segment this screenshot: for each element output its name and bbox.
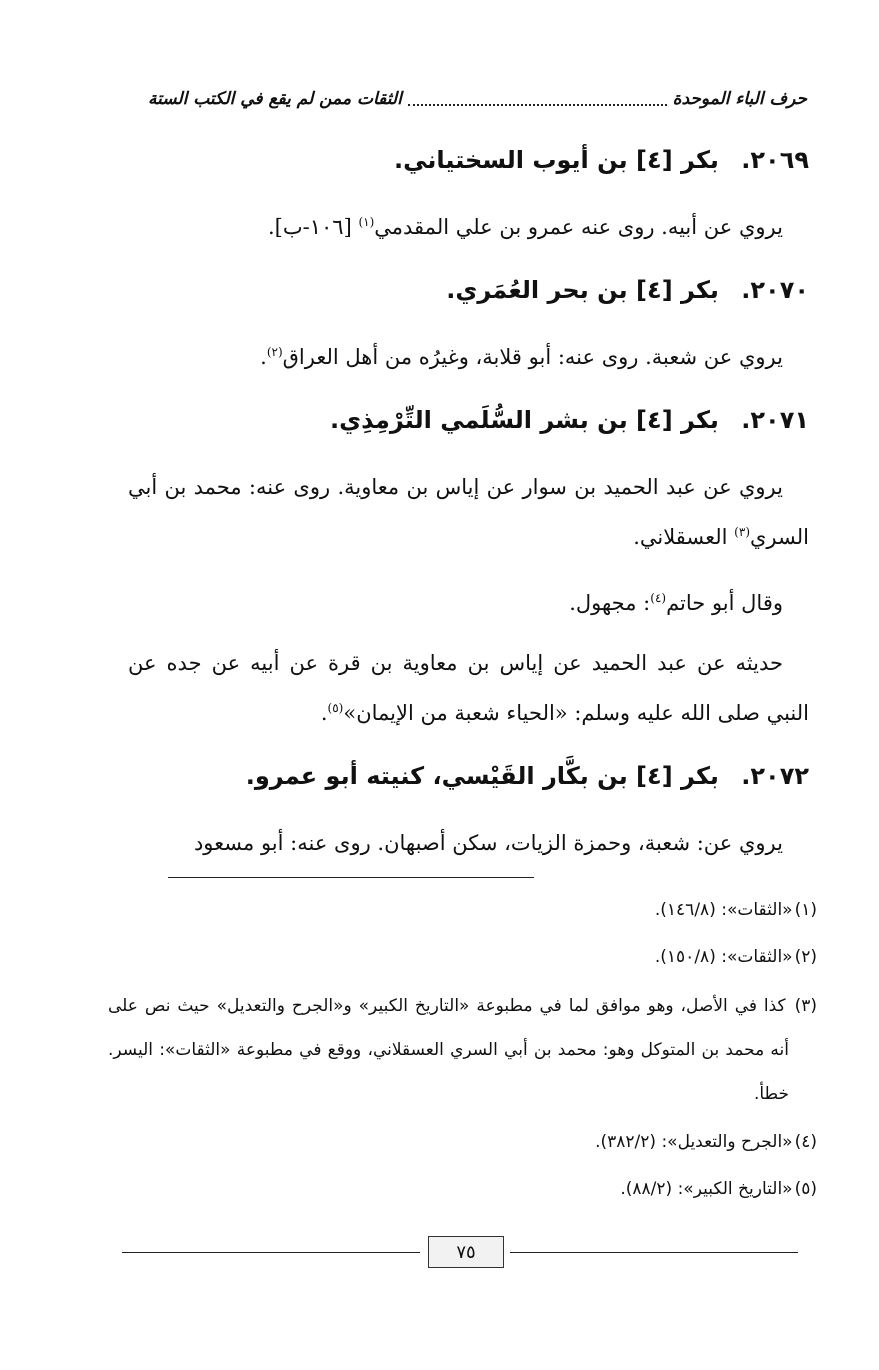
- main-text: [128, 138, 809, 884]
- header-chapter-title: حرف الباء الموحدة: [672, 89, 807, 109]
- paragraph-text: حديثه عن عبد الحميد عن إياس بن معاوية بن قرة عن أبيه عن جده عن النبي صلى الله عليه وسلم: «الحياء شعبة من الإيمان»: [128, 651, 809, 725]
- footnote: [108, 937, 817, 977]
- footnote-mark: (٣): [794, 996, 817, 1016]
- paragraph-text: [١٠٦-ب].: [268, 215, 359, 239]
- paragraph-text: .: [260, 345, 267, 369]
- running-header: [148, 84, 807, 114]
- footnote-text: «الجرح والتعديل»: (٣٨٢/٢).: [595, 1132, 793, 1152]
- paragraph-text: يروي عن أبيه. روى عنه عمرو بن علي المقدمي: [374, 215, 783, 239]
- paragraph-text: يروي عن شعبة. روى عنه: أبو قلابة، وغيرُه من أهل العراق: [282, 345, 783, 369]
- entry-name: بكر [٤] بن بكَّار القَيْسي، كنيته أبو عمرو.: [245, 762, 719, 790]
- entry-paragraph: [128, 462, 809, 562]
- paragraph-text: يروي عن: شعبة، وحمزة الزيات، سكن أصبهان. روى عنه: أبو مسعود: [193, 831, 783, 855]
- entry-paragraph: [128, 638, 809, 738]
- footnote-ref[interactable]: (٢): [266, 345, 283, 359]
- footnote-ref[interactable]: (١): [358, 215, 375, 229]
- entry-number: ٢٠٧٢.: [741, 762, 809, 790]
- footer-rule-right: [510, 1252, 798, 1253]
- page-number-box: [428, 1236, 504, 1268]
- footnote-ref[interactable]: (٥): [327, 701, 344, 715]
- footnote: [108, 1169, 817, 1209]
- paragraph-text: وقال أبو حاتم: [666, 591, 783, 615]
- footnote-mark: (٥): [794, 1179, 817, 1199]
- footnote-text: «الثقات»: (١٤٦/٨).: [654, 900, 793, 920]
- page-number: ٧٥: [456, 1241, 476, 1263]
- paragraph-text: يروي عن عبد الحميد بن سوار عن إياس بن معاوية. روى عنه: محمد بن أبي السري: [128, 475, 809, 549]
- footnote: [108, 1122, 817, 1162]
- entry-name: بكر [٤] بن بحر العُمَري.: [446, 276, 719, 304]
- header-dot-leader: [408, 92, 667, 106]
- footnote-ref[interactable]: (٣): [734, 525, 750, 539]
- entry-name: بكر [٤] بن بشر السُّلَمي التِّرْمِذِي.: [330, 406, 719, 434]
- page-footer: [122, 1236, 798, 1270]
- entry-title: [128, 268, 809, 312]
- entry-paragraph: [128, 818, 809, 868]
- footnote: [108, 890, 817, 930]
- entry-number: ٢٠٧٠.: [741, 276, 809, 304]
- entry-paragraph: [128, 202, 809, 252]
- entry-title: [128, 138, 809, 182]
- header-book-title: الثقات ممن لم يقع في الكتب الستة: [148, 89, 402, 109]
- paragraph-text: .: [320, 701, 328, 725]
- entry-number: ٢٠٦٩.: [741, 146, 809, 174]
- footnote-ref[interactable]: (٤): [650, 591, 667, 605]
- footnote: [108, 984, 817, 1116]
- footer-rule-left: [122, 1252, 420, 1253]
- entry-title: [128, 754, 809, 798]
- footnotes: [108, 890, 817, 1216]
- footnote-text: «التاريخ الكبير»: (٨٨/٢).: [620, 1179, 793, 1199]
- footnote-mark: (١): [794, 900, 817, 920]
- footnote-text: «الثقات»: (١٥٠/٨).: [654, 947, 793, 967]
- paragraph-text: : مجهول.: [569, 591, 651, 615]
- footnote-separator: [168, 877, 534, 878]
- entry-name: بكر [٤] بن أيوب السختياني.: [394, 146, 719, 174]
- entry-paragraph: [128, 332, 809, 382]
- entry-title: [128, 398, 809, 442]
- footnote-mark: (٤): [794, 1132, 817, 1152]
- entry-number: ٢٠٧١.: [741, 406, 809, 434]
- entry-paragraph: [128, 578, 809, 628]
- footnote-text: كذا في الأصل، وهو موافق لما في مطبوعة «التاريخ الكبير» و«الجرح والتعديل» حيث نص على أنه محمد بن المتوكل وهو: محمد بن أبي السري العسقلاني، ووقع في مطبوعة «الثقات»: اليسر. خطأ.: [108, 996, 793, 1104]
- paragraph-text: العسقلاني.: [633, 525, 735, 549]
- footnote-mark: (٢): [794, 947, 817, 967]
